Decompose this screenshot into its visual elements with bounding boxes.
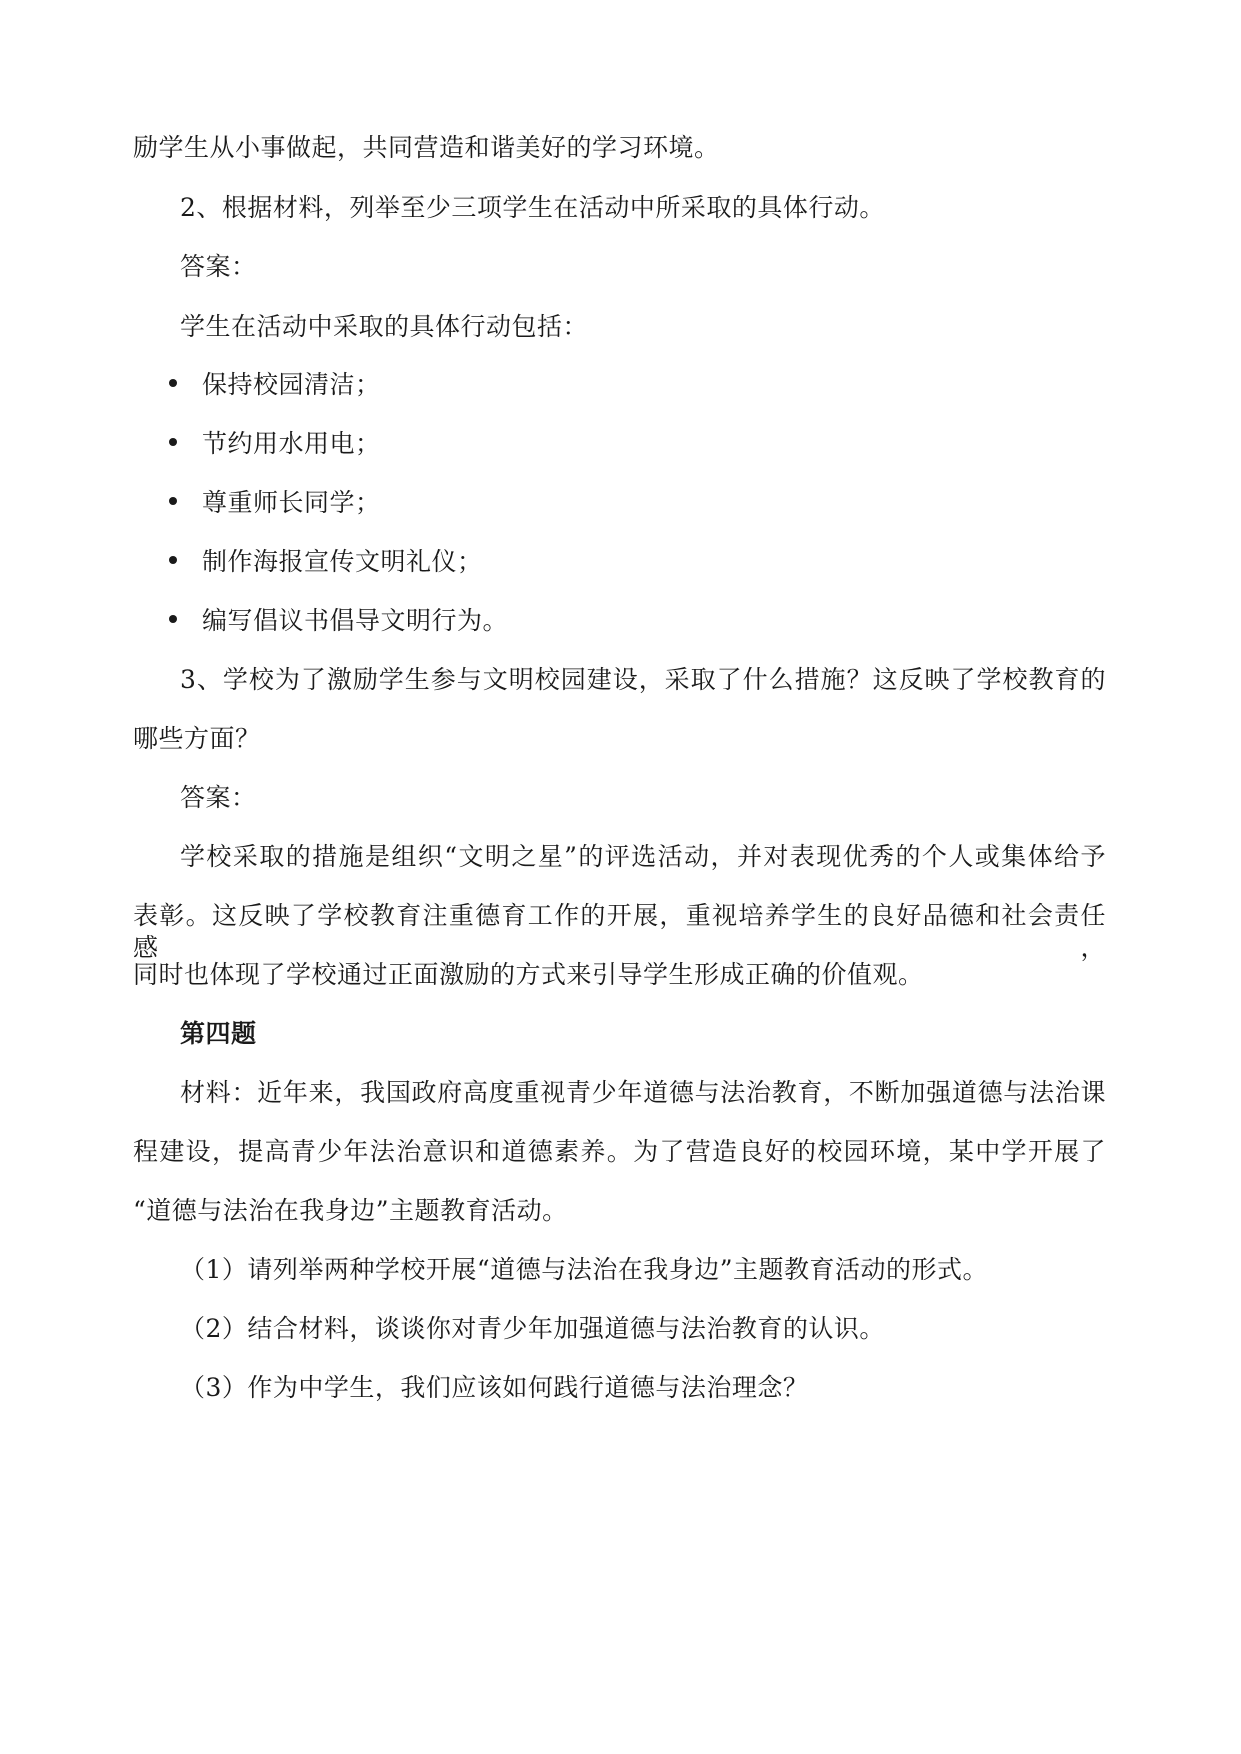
bullet-icon (169, 438, 177, 446)
list-item: 保持校园清洁； (202, 370, 381, 399)
answer-label: 答案： (180, 783, 257, 812)
answer-paragraph: 学校采取的措施是组织“文明之星”的评选活动，并对表现优秀的个人或集体给予 (180, 842, 1106, 871)
material-paragraph: “道德与法治在我身边”主题教育活动。 (133, 1196, 568, 1225)
bullet-icon (169, 497, 177, 505)
bullet-icon (169, 615, 177, 623)
paragraph-line: 励学生从小事做起，共同营造和谐美好的学习环境。 (133, 133, 720, 162)
bullet-icon (169, 556, 177, 564)
material-paragraph: 材料：近年来，我国政府高度重视青少年道德与法治教育，不断加强道德与法治课 (180, 1078, 1106, 1107)
sub-question-2: （2）结合材料，谈谈你对青少年加强道德与法治教育的认识。 (180, 1314, 885, 1343)
material-paragraph: 程建设，提高青少年法治意识和道德素养。为了营造良好的校园环境，某中学开展了 (133, 1137, 1106, 1166)
question-3: 3、学校为了激励学生参与文明校园建设，采取了什么措施？这反映了学校教育的 (180, 665, 1106, 694)
bullet-icon (169, 379, 177, 387)
question-3-continued: 哪些方面？ (133, 724, 261, 753)
answer-paragraph: 同时也体现了学校通过正面激励的方式来引导学生形成正确的价值观。 (133, 960, 924, 989)
list-item: 编写倡议书倡导文明行为。 (202, 606, 509, 635)
section-heading: 第四题 (180, 1019, 257, 1048)
list-item: 节约用水用电； (202, 429, 381, 458)
answer-paragraph: 表彰。这反映了学校教育注重德育工作的开展，重视培养学生的良好品德和社会责任感， (133, 901, 1106, 962)
sub-question-3: （3）作为中学生，我们应该如何践行道德与法治理念？ (180, 1373, 809, 1402)
question-2: 2、根据材料，列举至少三项学生在活动中所采取的具体行动。 (180, 193, 885, 222)
answer-label: 答案： (180, 252, 257, 281)
list-item: 制作海报宣传文明礼仪； (202, 547, 483, 576)
answer-intro: 学生在活动中采取的具体行动包括： (180, 312, 589, 341)
sub-question-1: （1）请列举两种学校开展“道德与法治在我身边”主题教育活动的形式。 (180, 1255, 988, 1284)
list-item: 尊重师长同学； (202, 488, 381, 517)
